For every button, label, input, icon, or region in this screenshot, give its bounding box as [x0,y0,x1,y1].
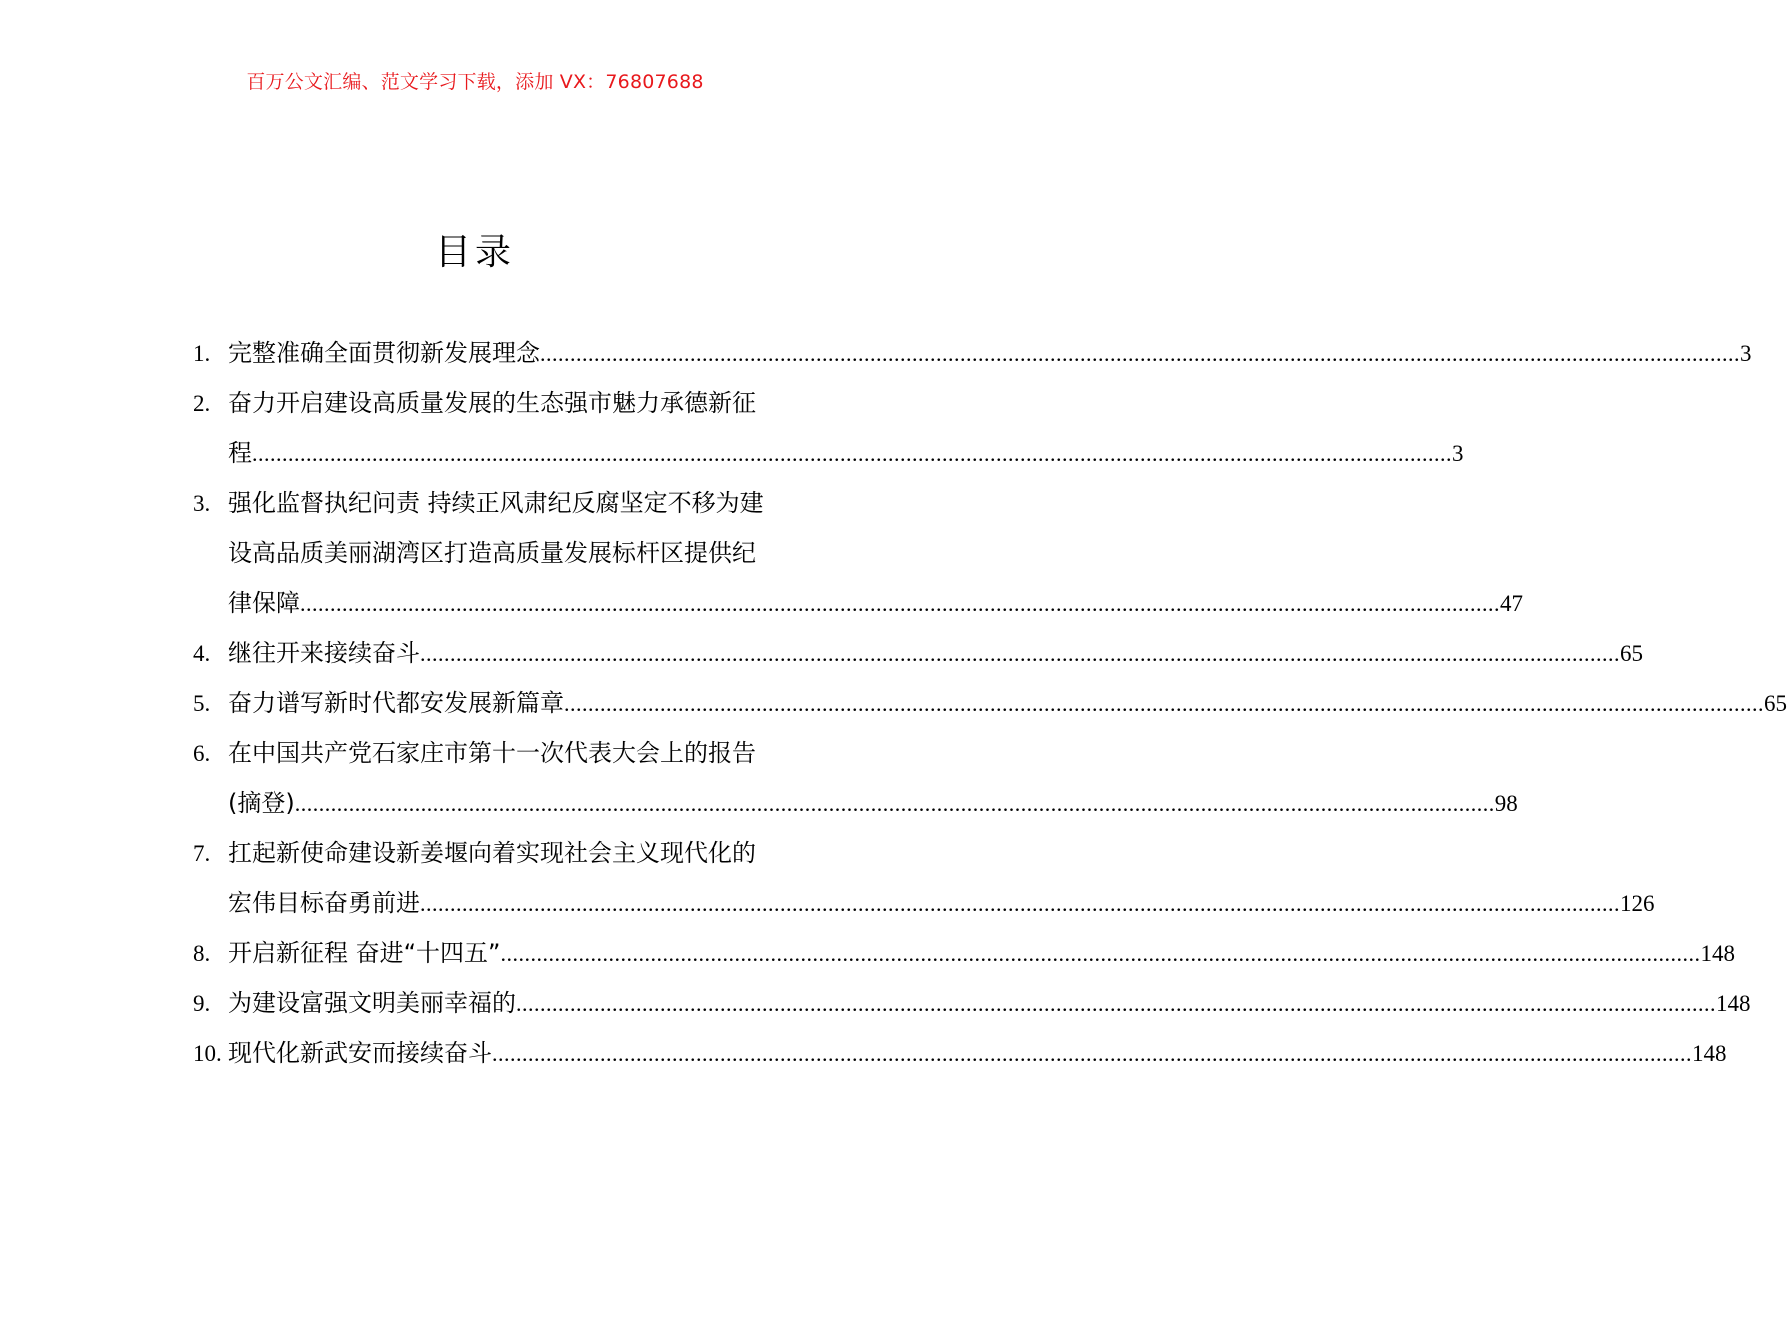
toc-entry[interactable] [193,328,1752,378]
toc-entry-title: 奋力谱写新时代都安发展新篇章 [228,689,564,717]
toc-entry-title: 完整准确全面贯彻新发展理念 [228,339,540,367]
toc-entry-line [193,578,1523,628]
toc-entry-number: 1. [193,341,211,366]
toc-entry-number: 7. [193,841,211,866]
toc-entry-page: 148 [1716,991,1751,1016]
toc-entry-title: 奋力开启建设高质量发展的生态强市魅力承德新征 [228,389,756,417]
toc-entry-line [193,728,807,778]
toc-entry[interactable] [193,1028,1727,1078]
toc-entry-page: 148 [1692,1041,1727,1066]
toc-entry-line [193,528,807,578]
toc-entry-title: 现代化新武安而接续奋斗 [228,1039,492,1067]
toc-entry-title: 为建设富强文明美丽幸福的 [228,989,516,1017]
toc-entry-number: 6. [193,741,211,766]
toc-entry-number: 8. [193,941,211,966]
toc-entry-number: 2. [193,391,211,416]
toc-leader-dots: ........................................................................................................................................................................................................ [300,591,1500,616]
toc-list [193,328,1787,1078]
toc-entry-page: 3 [1740,341,1752,366]
toc-entry-page: 47 [1500,591,1523,616]
toc-leader-dots: ........................................................................................................................................................................................................ [500,941,1701,966]
toc-entry-line [193,478,807,528]
toc-entry[interactable] [193,928,1735,978]
toc-entry-title: 继往开来接续奋斗 [228,639,420,667]
toc-title: 目录 [434,232,515,273]
header-note: 百万公文汇编、范文学习下载，添加 VX：76807688 [246,71,704,93]
toc-entry-page: 148 [1700,941,1735,966]
toc-entry-page: 65 [1620,641,1643,666]
toc-entry-title: 在中国共产党石家庄市第十一次代表大会上的报告 [228,739,756,767]
toc-entry-line [193,878,1655,928]
toc-entry-line [193,628,1643,678]
toc-entry[interactable] [193,678,1787,728]
toc-entry[interactable] [193,478,1523,628]
toc-entry-page: 65 [1764,691,1787,716]
toc-entry-title: 程 [228,439,252,467]
toc-entry-title: 设高品质美丽湖湾区打造高质量发展标杆区提供纪 [228,539,756,567]
toc-entry[interactable] [193,378,1464,478]
toc-leader-dots: ........................................................................................................................................................................................................ [294,791,1495,816]
toc-entry-title: (摘登) [228,789,295,817]
toc-entry-number: 9. [193,991,211,1016]
toc-leader-dots: ........................................................................................................................................................................................................ [540,341,1740,366]
toc-entry[interactable] [193,628,1643,678]
toc-entry-line [193,678,1787,728]
toc-entry-number: 3. [193,491,211,516]
toc-leader-dots: ........................................................................................................................................................................................................ [252,441,1452,466]
toc-entry-line [193,978,1751,1028]
toc-entry-line [193,428,1464,478]
toc-entry-line [193,1028,1727,1078]
toc-entry-line [193,778,1518,828]
toc-entry-title: 开启新征程 奋进“十四五” [228,939,501,967]
toc-entry[interactable] [193,728,1518,828]
toc-leader-dots: ........................................................................................................................................................................................................ [420,641,1620,666]
toc-entry[interactable] [193,978,1751,1028]
toc-entry-page: 126 [1620,891,1655,916]
toc-entry[interactable] [193,828,1655,928]
toc-entry-number: 10. [193,1041,222,1066]
toc-entry-line [193,328,1752,378]
toc-leader-dots: ........................................................................................................................................................................................................ [420,891,1620,916]
toc-entry-number: 5. [193,691,211,716]
toc-leader-dots: ........................................................................................................................................................................................................ [564,691,1764,716]
toc-entry-page: 3 [1452,441,1464,466]
toc-entry-line [193,928,1735,978]
toc-entry-page: 98 [1494,791,1518,816]
toc-entry-title: 律保障 [228,589,300,617]
toc-entry-title: 宏伟目标奋勇前进 [228,889,420,917]
toc-entry-number: 4. [193,641,211,666]
toc-entry-line [193,828,807,878]
toc-leader-dots: ........................................................................................................................................................................................................ [492,1041,1692,1066]
toc-leader-dots: ........................................................................................................................................................................................................ [516,991,1716,1016]
toc-entry-line [193,378,807,428]
toc-entry-title: 强化监督执纪问责 持续正风肃纪反腐坚定不移为建 [228,489,764,517]
toc-entry-title: 扛起新使命建设新姜堰向着实现社会主义现代化的 [228,839,756,867]
